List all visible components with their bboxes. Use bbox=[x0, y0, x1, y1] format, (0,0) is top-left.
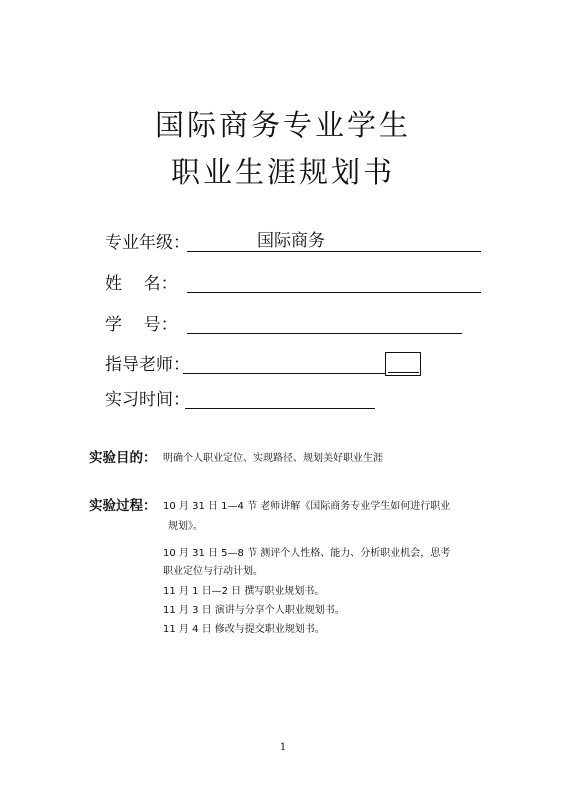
page-number: 1 bbox=[279, 742, 287, 753]
process-line-1: 10 月 31 日 1—4 节 老师讲解《国际商务专业学生如何进行职业 bbox=[163, 501, 451, 512]
name-underline bbox=[187, 274, 481, 293]
process-line-7: 11 月 4 日 修改与提交职业规划书。 bbox=[163, 624, 325, 635]
purpose-text: 明确个人职业定位、实现路径、规划美好职业生涯 bbox=[163, 453, 383, 464]
major-underline bbox=[187, 233, 481, 252]
student-id-underline bbox=[187, 315, 462, 334]
advisor-label: 指导老师： bbox=[105, 355, 190, 375]
purpose-label: 实验目的： bbox=[89, 450, 157, 466]
document-title-line2: 职业生涯规划书 bbox=[170, 155, 395, 189]
process-label: 实验过程： bbox=[89, 498, 157, 514]
process-line-6: 11 月 3 日 演讲与分享个人职业规划书。 bbox=[163, 605, 345, 616]
major-label: 专业年级： bbox=[105, 233, 190, 253]
advisor-box-line bbox=[388, 372, 419, 373]
name-label: 姓 名： bbox=[105, 274, 178, 294]
process-line-2: 规划》。 bbox=[168, 521, 203, 532]
advisor-underline bbox=[183, 355, 385, 374]
internship-time-underline bbox=[185, 390, 375, 409]
process-line-3: 10 月 31 日 5—8 节 测评个人性格、能力、分析职业机会，思考 bbox=[163, 548, 451, 559]
student-id-label: 学 号： bbox=[105, 315, 178, 335]
process-line-4: 职业定位与行动计划。 bbox=[163, 566, 263, 577]
process-line-5: 11 月 1 日—2 日 撰写职业规划书。 bbox=[163, 586, 325, 597]
document-title-line1: 国际商务专业学生 bbox=[154, 108, 411, 142]
internship-time-label: 实习时间： bbox=[105, 390, 190, 410]
major-value: 国际商务 bbox=[257, 231, 325, 251]
